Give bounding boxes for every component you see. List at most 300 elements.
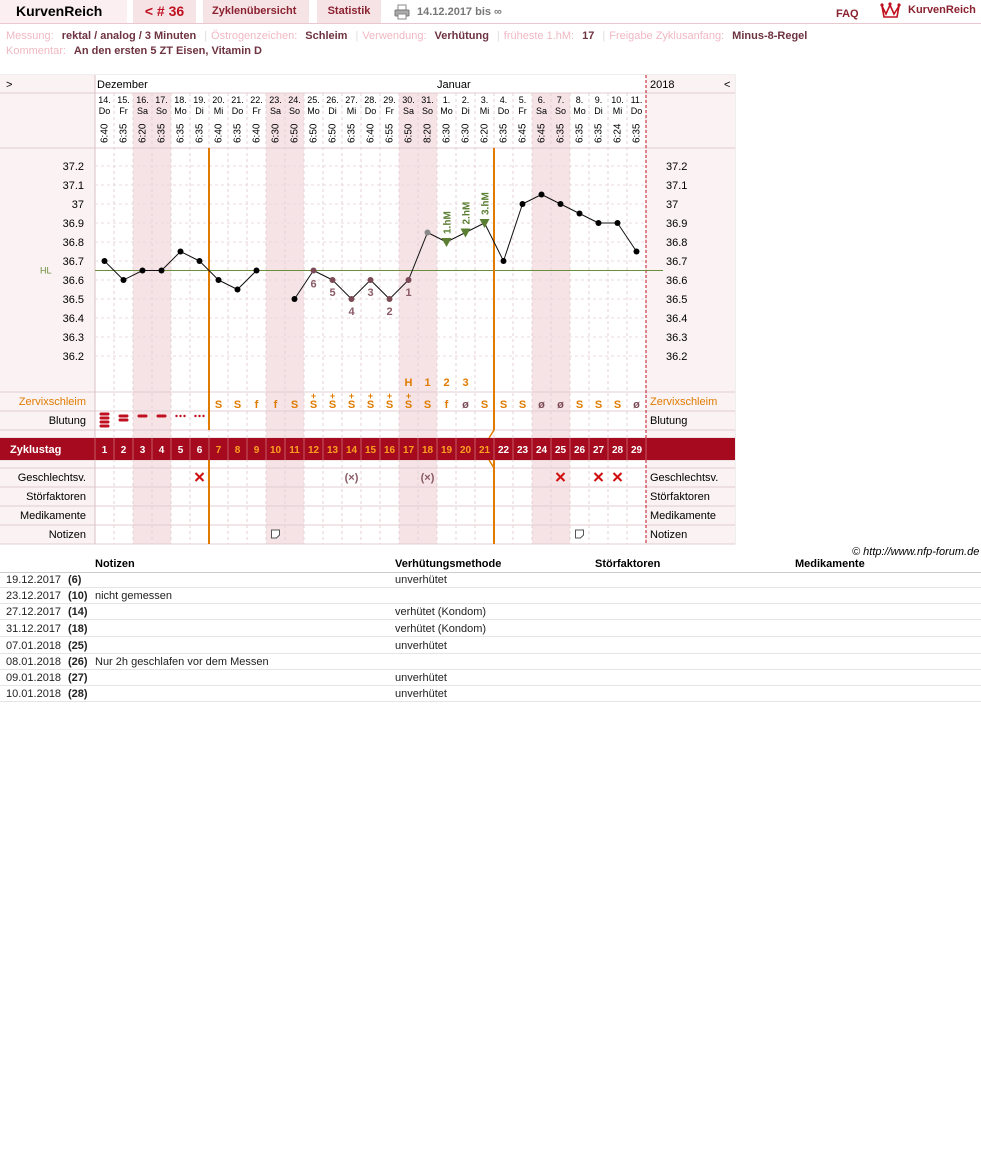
row-label-sex: Geschlechtsv.	[17, 472, 86, 484]
measure-time: 8:20	[422, 123, 434, 143]
day-weekday: Do	[630, 106, 643, 116]
cycle-day-number: 1	[101, 445, 108, 456]
y-tick-left: 36.2	[62, 351, 84, 363]
cell-method: unverhütet	[395, 672, 447, 684]
cell-day: (26)	[68, 656, 88, 668]
setting-label: früheste 1.hM:	[503, 30, 575, 42]
y-tick-right: 36.7	[666, 256, 688, 268]
col-header-disturbances: Störfaktoren	[595, 558, 661, 570]
y-tick-right: 37.2	[666, 161, 688, 173]
measure-time: 6:35	[346, 123, 358, 143]
cycle-day-number: 28	[611, 445, 624, 456]
bleeding-bar	[100, 425, 110, 428]
day-weekday: Do	[98, 106, 111, 116]
y-tick-left: 36.4	[62, 313, 84, 325]
month-label: Januar	[437, 79, 471, 91]
measure-time: 6:35	[498, 123, 510, 143]
day-date: 28.	[364, 95, 377, 105]
measure-time: 6:35	[555, 123, 567, 143]
day-weekday: Mo	[307, 106, 320, 116]
mucus-peak-label: H	[404, 377, 413, 389]
mucus-peak-label: 2	[443, 377, 450, 389]
measure-time: 6:35	[156, 123, 168, 143]
measure-time: 6:35	[118, 123, 130, 143]
bleeding-bar	[119, 419, 129, 422]
spotting-dot	[202, 415, 204, 417]
y-tick-left: 36.5	[62, 294, 84, 306]
mucus-plus-mark: +	[367, 391, 374, 401]
col-header-notes: Notizen	[95, 558, 135, 570]
year-label: 2018	[650, 79, 675, 91]
cell-date: 08.01.2018	[6, 656, 62, 668]
cell-day: (10)	[68, 590, 88, 602]
measure-time: 6:55	[384, 123, 396, 143]
day-date: 17.	[155, 95, 168, 105]
cycle-day-number: 23	[516, 445, 529, 456]
measure-time: 6:45	[517, 123, 529, 143]
cell-date: 10.01.2018	[6, 688, 62, 700]
date-range: 14.12.2017 bis ∞	[417, 6, 502, 18]
cycle-day-number: 24	[535, 445, 548, 456]
day-date: 7.	[556, 95, 565, 105]
mucus-plus-mark: +	[348, 391, 355, 401]
high-measurement-label: 3.hM	[480, 192, 492, 215]
cycle-day-number: 25	[554, 445, 567, 456]
mucus-symbol: f	[444, 399, 449, 411]
y-tick-left: 37.2	[62, 161, 84, 173]
day-weekday: Fr	[518, 106, 527, 116]
day-date: 8.	[575, 95, 584, 105]
cell-method: verhütet (Kondom)	[395, 623, 487, 635]
cell-method: verhütet (Kondom)	[395, 606, 487, 618]
cycle-day-number: 12	[307, 445, 320, 456]
cycle-day-number: 17	[402, 445, 415, 456]
y-tick-left: 36.7	[62, 256, 84, 268]
low-measurement-point	[349, 296, 355, 302]
measure-time: 6:50	[327, 123, 339, 143]
y-tick-left: 36.6	[62, 275, 84, 287]
temperature-point	[254, 268, 260, 274]
note-icon[interactable]	[576, 530, 584, 538]
day-weekday: Di	[594, 106, 603, 116]
temperature-point	[140, 268, 146, 274]
cell-date: 19.12.2017	[6, 574, 62, 586]
day-weekday: So	[155, 106, 168, 116]
day-date: 24.	[288, 95, 301, 105]
measure-time: 6:50	[403, 123, 415, 143]
temperature-point	[558, 201, 564, 207]
mucus-symbol: S	[404, 399, 413, 411]
day-weekday: So	[421, 106, 434, 116]
day-weekday: Fr	[252, 106, 261, 116]
day-weekday: Fr	[385, 106, 394, 116]
cycle-chart	[0, 0, 981, 560]
mucus-peak-label: 1	[424, 377, 431, 389]
cell-method: unverhütet	[395, 640, 447, 652]
cycle-day-number: 18	[421, 445, 434, 456]
table-row	[0, 686, 981, 702]
row-label-meds: Medikamente	[19, 510, 86, 522]
table-row	[0, 621, 981, 637]
col-header-medication: Medikamente	[795, 558, 865, 570]
temperature-point	[615, 220, 621, 226]
measure-time: 6:20	[137, 123, 149, 143]
day-date: 25.	[307, 95, 320, 105]
measure-time: 6:35	[232, 123, 244, 143]
measure-time: 6:40	[365, 123, 377, 143]
day-date: 10.	[611, 95, 624, 105]
temperature-point	[159, 268, 165, 274]
cycle-day-number: 11	[289, 445, 300, 456]
table-row	[0, 670, 981, 686]
day-date: 4.	[499, 95, 508, 105]
day-date: 15.	[117, 95, 130, 105]
low-measurement-label: 2	[386, 306, 393, 318]
col-header-method: Verhütungsmethode	[395, 558, 502, 570]
day-date: 9.	[594, 95, 603, 105]
day-weekday: Di	[461, 106, 470, 116]
bleeding-bar	[100, 417, 110, 420]
cell-note: nicht gemessen	[95, 590, 173, 602]
y-tick-left: 36.9	[62, 218, 84, 230]
setting-value: Verhütung	[434, 30, 489, 42]
day-date: 16.	[136, 95, 149, 105]
row-label-right-bleeding: Blutung	[650, 415, 688, 427]
row-label-cycle-day: Zyklustag	[10, 444, 62, 456]
low-measurement-point	[311, 268, 317, 274]
note-icon[interactable]	[272, 530, 280, 538]
cycle-day-number: 3	[139, 445, 146, 456]
mucus-symbol: S	[518, 399, 527, 411]
day-date: 29.	[383, 95, 396, 105]
setting-value: 17	[582, 30, 595, 42]
cycle-day-number: 5	[177, 445, 184, 456]
day-date: 19.	[193, 95, 206, 105]
measure-time: 6:30	[441, 123, 453, 143]
cycle-day-number: 22	[497, 445, 510, 456]
protected-intercourse-marker: (×)	[344, 472, 359, 484]
row-label-right-meds: Medikamente	[650, 510, 717, 522]
day-weekday: Mi	[612, 106, 623, 116]
cycle-day-number: 2	[120, 445, 127, 456]
setting-value: Minus-8-Regel	[732, 30, 808, 42]
day-date: 26.	[326, 95, 339, 105]
cell-date: 23.12.2017	[6, 590, 62, 602]
measure-time: 6:30	[270, 123, 282, 143]
measure-time: 6:50	[308, 123, 320, 143]
y-tick-left: 37	[71, 199, 84, 211]
cell-date: 07.01.2018	[6, 640, 62, 652]
spotting-dot	[194, 415, 196, 417]
temperature-point	[178, 249, 184, 255]
protected-intercourse-marker: (×)	[420, 472, 435, 484]
cycle-day-number: 16	[383, 445, 396, 456]
cell-note: Nur 2h geschlafen vor dem Messen	[95, 656, 269, 668]
cell-date: 31.12.2017	[6, 623, 62, 635]
spotting-dot	[175, 415, 177, 417]
day-date: 31.	[421, 95, 434, 105]
spotting-dot	[183, 415, 185, 417]
bleeding-bar	[138, 415, 148, 418]
day-date: 6.	[537, 95, 546, 105]
measure-time: 6:20	[479, 123, 491, 143]
mucus-plus-mark: +	[329, 391, 336, 401]
cycle-day-number: 4	[158, 445, 165, 456]
day-date: 22.	[250, 95, 263, 105]
mucus-symbol: S	[480, 399, 489, 411]
day-weekday: Fr	[119, 106, 128, 116]
measure-time: 6:40	[213, 123, 225, 143]
mucus-symbol: f	[254, 399, 259, 411]
bleeding-bar	[157, 415, 167, 418]
table-row	[0, 604, 981, 620]
day-date: 21.	[231, 95, 244, 105]
temperature-point	[235, 287, 241, 293]
day-date: 11.	[630, 95, 643, 105]
day-weekday: So	[554, 106, 567, 116]
mucus-symbol: S	[233, 399, 242, 411]
mucus-symbol: S	[214, 399, 223, 411]
cell-day: (25)	[68, 640, 88, 652]
low-measurement-point	[368, 277, 374, 283]
day-date: 3.	[480, 95, 489, 105]
cycle-day-number: 19	[440, 445, 453, 456]
mucus-symbol: S	[594, 399, 603, 411]
row-label-right-disturb: Störfaktoren	[650, 491, 710, 503]
cell-day: (14)	[68, 606, 88, 618]
cell-day: (18)	[68, 623, 88, 635]
temperature-point	[102, 258, 108, 264]
measure-time: 6:45	[536, 123, 548, 143]
temperature-point	[501, 258, 507, 264]
cycle-day-number: 20	[459, 445, 472, 456]
y-tick-right: 36.2	[666, 351, 688, 363]
temperature-point	[634, 249, 640, 255]
cycle-day-number: 8	[234, 445, 241, 456]
y-tick-right: 37.1	[666, 180, 688, 192]
spotting-dot	[198, 415, 200, 417]
day-weekday: Sa	[402, 106, 415, 116]
cycle-day-number: 21	[478, 445, 491, 456]
measure-time: 6:35	[593, 123, 605, 143]
mucus-symbol: S	[499, 399, 508, 411]
low-measurement-label: 4	[348, 306, 355, 318]
mucus-symbol: ø	[462, 399, 469, 411]
day-weekday: Do	[497, 106, 510, 116]
temperature-point	[425, 230, 431, 236]
cycle-day-number: 29	[630, 445, 643, 456]
low-measurement-label: 6	[310, 278, 317, 291]
measure-time: 6:50	[289, 123, 301, 143]
mucus-symbol: S	[290, 399, 299, 411]
measure-time: 6:24	[612, 123, 624, 143]
y-tick-left: 37.1	[62, 180, 84, 192]
day-weekday: Sa	[136, 106, 149, 116]
setting-label: Messung:	[6, 30, 54, 42]
table-row	[0, 588, 981, 604]
y-tick-left: 36.8	[62, 237, 84, 249]
measure-time: 6:35	[631, 123, 643, 143]
cycle-day-number: 26	[573, 445, 586, 456]
measure-time: 6:35	[175, 123, 187, 143]
day-weekday: Sa	[269, 106, 282, 116]
setting-value: rektal / analog / 3 Minuten	[61, 30, 197, 42]
bleeding-bar	[100, 421, 110, 424]
temperature-point	[520, 201, 526, 207]
mucus-symbol: S	[423, 399, 432, 411]
app-title[interactable]: KurvenReich	[0, 0, 127, 23]
day-date: 2.	[461, 95, 470, 105]
day-date: 23.	[269, 95, 282, 105]
temperature-point	[197, 258, 203, 264]
temperature-point	[292, 296, 298, 302]
measure-time: 6:40	[251, 123, 263, 143]
spotting-dot	[179, 415, 181, 417]
low-measurement-label: 5	[329, 287, 336, 299]
row-label-notes: Notizen	[48, 529, 86, 541]
table-row	[0, 572, 981, 588]
temperature-point	[577, 211, 583, 217]
mucus-peak-label: 3	[462, 377, 469, 389]
measure-time: 6:35	[574, 123, 586, 143]
cycle-day-number: 15	[364, 445, 377, 456]
cycle-day-number: 13	[326, 445, 339, 456]
day-weekday: Mo	[573, 106, 586, 116]
day-weekday: Do	[231, 106, 244, 116]
day-date: 18.	[174, 95, 187, 105]
cell-day: (28)	[68, 688, 88, 700]
mucus-plus-mark: +	[405, 391, 412, 401]
setting-value: Schleim	[305, 30, 348, 42]
mucus-symbol: f	[273, 399, 278, 411]
low-measurement-point	[406, 277, 412, 283]
day-date: 5.	[518, 95, 527, 105]
temperature-point	[596, 220, 602, 226]
month-label: Dezember	[97, 79, 148, 91]
row-label-bleeding: Blutung	[48, 415, 86, 427]
temperature-point	[216, 277, 222, 283]
setting-label: Verwendung:	[362, 30, 427, 42]
cycle-day-number: 7	[215, 445, 222, 456]
measure-time: 6:30	[460, 123, 472, 143]
bleeding-bar	[119, 415, 129, 418]
mucus-plus-mark: +	[310, 391, 317, 401]
day-date: 27.	[345, 95, 358, 105]
y-tick-right: 36.3	[666, 332, 688, 344]
row-label-right-sex: Geschlechtsv.	[650, 472, 719, 484]
day-weekday: Mi	[346, 106, 357, 116]
day-date: 14.	[98, 95, 111, 105]
temperature-point	[121, 277, 127, 283]
setting-label: Östrogenzeichen:	[211, 30, 298, 42]
day-date: 20.	[212, 95, 225, 105]
table-row	[0, 654, 981, 670]
mucus-symbol: ø	[633, 399, 640, 411]
tab-cycle-overview[interactable]: Zyklenübersicht	[203, 0, 309, 23]
day-date: 1.	[442, 95, 451, 105]
low-measurement-point	[330, 277, 336, 283]
faq-link[interactable]: FAQ	[836, 8, 859, 20]
cell-day: (27)	[68, 672, 88, 684]
high-measurement-label: 2.hM	[461, 201, 473, 225]
y-tick-right: 36.4	[666, 313, 688, 325]
day-weekday: Sa	[535, 106, 548, 116]
y-tick-left: 36.3	[62, 332, 84, 344]
y-tick-right: 37	[666, 199, 679, 211]
mucus-symbol: S	[347, 399, 356, 411]
setting-label: Freigabe Zyklusanfang:	[609, 30, 725, 42]
mucus-symbol: S	[613, 399, 622, 411]
mucus-plus-mark: +	[386, 391, 393, 401]
cell-date: 09.01.2018	[6, 672, 62, 684]
day-weekday: Mi	[479, 106, 490, 116]
day-weekday: So	[288, 106, 301, 116]
nav-prev-button[interactable]: >	[6, 79, 13, 91]
mucus-symbol: ø	[557, 399, 564, 411]
low-measurement-label: 3	[367, 287, 374, 299]
comment-label: Kommentar:	[6, 45, 66, 57]
row-label-disturb: Störfaktoren	[26, 491, 86, 503]
table-row	[0, 638, 981, 654]
day-weekday: Mo	[440, 106, 453, 116]
row-label-mucus: Zervixschleim	[18, 396, 86, 408]
low-measurement-point	[387, 296, 393, 302]
cycle-day-number: 27	[592, 445, 605, 456]
mucus-symbol: S	[309, 399, 318, 411]
nav-next-button[interactable]: <	[724, 79, 731, 91]
y-tick-right: 36.9	[666, 218, 688, 230]
day-weekday: Mo	[174, 106, 187, 116]
mucus-symbol: S	[366, 399, 375, 411]
mucus-symbol: S	[385, 399, 394, 411]
day-weekday: Do	[364, 106, 377, 116]
cell-method: unverhütet	[395, 574, 447, 586]
cycle-day-number: 9	[253, 445, 260, 456]
comment-text: An den ersten 5 ZT Eisen, Vitamin D	[73, 45, 262, 57]
separator: |	[496, 30, 500, 42]
cell-day: (6)	[68, 574, 82, 586]
separator: |	[355, 30, 359, 42]
mucus-symbol: S	[575, 399, 584, 411]
bleeding-bar	[100, 413, 110, 416]
separator: |	[602, 30, 606, 42]
cycle-number-tab[interactable]: < # 36	[133, 0, 196, 23]
cell-date: 27.12.2017	[6, 606, 62, 618]
mucus-symbol: ø	[538, 399, 545, 411]
cover-line-label: HL	[40, 265, 52, 276]
mucus-symbol: S	[328, 399, 337, 411]
cell-method: unverhütet	[395, 688, 447, 700]
separator: |	[204, 30, 208, 42]
day-weekday: Di	[195, 106, 204, 116]
day-weekday: Di	[328, 106, 337, 116]
day-date: 30.	[402, 95, 415, 105]
row-label-right-mucus: Zervixschleim	[650, 396, 718, 408]
low-measurement-label: 1	[405, 287, 412, 299]
logo-text: KurvenReich	[908, 4, 976, 16]
row-label-right-notes: Notizen	[650, 529, 688, 541]
measure-time: 6:35	[194, 123, 206, 143]
cycle-day-number: 14	[345, 445, 358, 456]
copyright: © http://www.nfp-forum.de	[852, 546, 980, 558]
cycle-day-number: 6	[196, 445, 203, 456]
measure-time: 6:40	[99, 123, 111, 143]
tab-statistics[interactable]: Statistik	[317, 0, 381, 23]
cycle-day-number: 10	[269, 445, 282, 456]
y-tick-right: 36.5	[666, 294, 688, 306]
y-tick-right: 36.8	[666, 237, 688, 249]
temperature-point	[539, 192, 545, 198]
